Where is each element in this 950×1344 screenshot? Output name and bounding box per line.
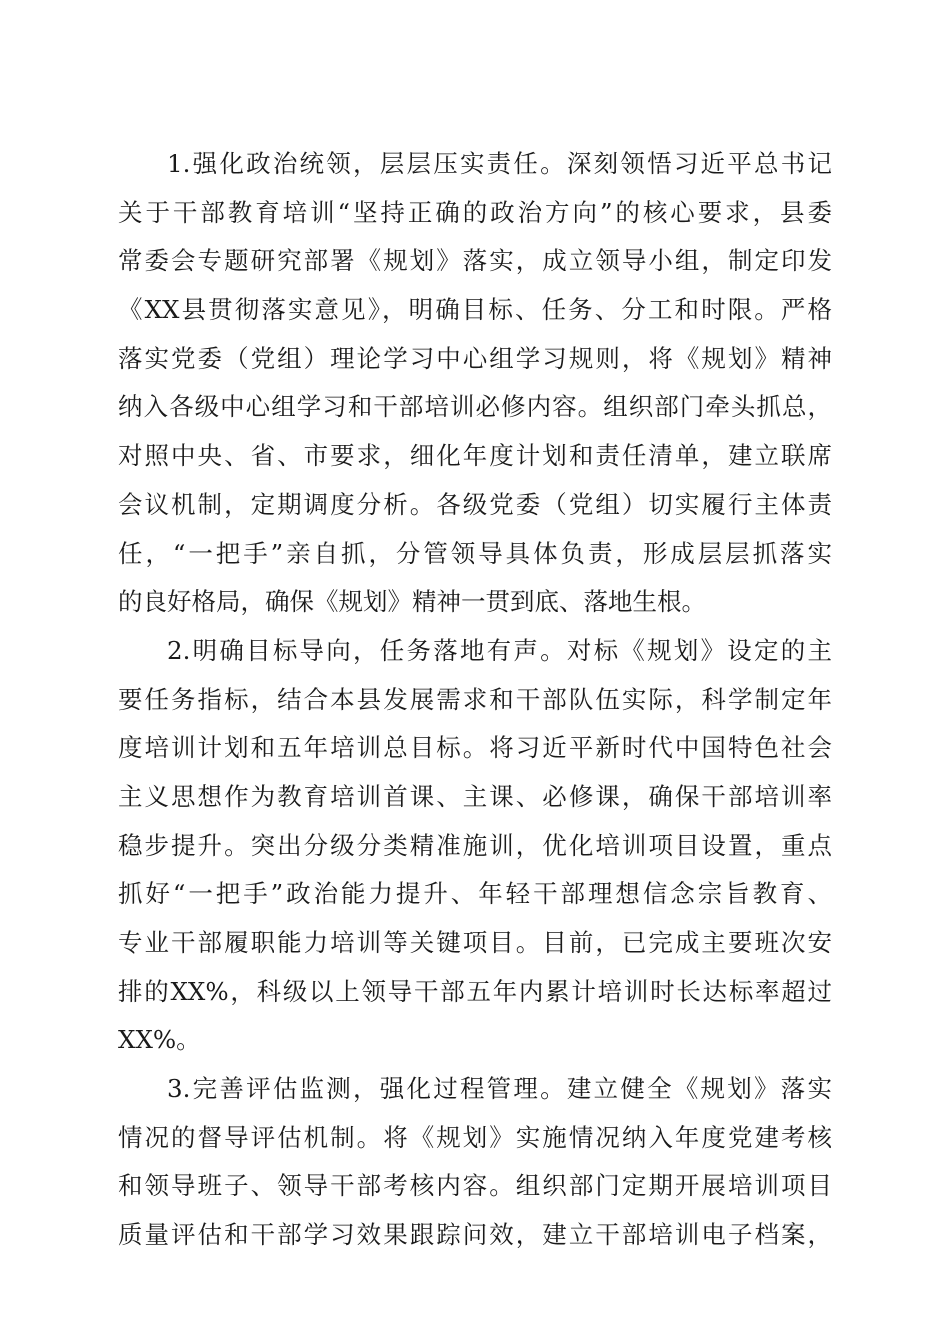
paragraph-1-line-1: 1.强化政治统领，层层压实责任。深刻领悟习近平总书记 [167, 149, 832, 178]
paragraph-3-line-3: 和领导班子、领导干部考核内容。组织部门定期开展培训项目 [118, 1171, 832, 1201]
paragraph-1-line-7: 对照中央、省、市要求，细化年度计划和责任清单，建立联席 [118, 441, 832, 471]
paragraph-3-line-4: 质量评估和干部学习效果跟踪问效，建立干部培训电子档案， [118, 1220, 832, 1250]
paragraph-3-line-2: 情况的督导评估机制。将《规划》实施情况纳入年度党建考核 [118, 1122, 832, 1152]
paragraph-1-line-8: 会议机制，定期调度分析。各级党委（党组）切实履行主体责 [118, 489, 832, 519]
paragraph-1-line-5: 落实党委（党组）理论学习中心组学习规则，将《规划》精神 [118, 343, 832, 373]
paragraph-2-line-8: 排的XX%，科级以上领导干部五年内累计培训时长达标率超过 [118, 976, 832, 1006]
paragraph-1-line-9: 任，“一把手”亲自抓，分管领导具体负责，形成层层抓落实 [118, 538, 832, 568]
paragraph-2-line-7: 专业干部履职能力培训等关键项目。目前，已完成主要班次安 [118, 928, 832, 957]
paragraph-2-line-2: 要任务指标，结合本县发展需求和干部队伍实际，科学制定年 [118, 684, 832, 714]
paragraph-1-line-10: 的良好格局，确保《规划》精神一贯到底、落地生根。 [118, 587, 706, 617]
paragraph-2-line-1: 2.明确目标导向，任务落地有声。对标《规划》设定的主 [167, 635, 832, 665]
paragraph-2-line-9: XX%。 [118, 1025, 201, 1055]
paragraph-3-line-1: 3.完善评估监测，强化过程管理。建立健全《规划》落实 [167, 1074, 832, 1104]
document-body [118, 140, 832, 1260]
paragraph-1-line-6: 纳入各级中心组学习和干部培训必修内容。组织部门牵头抓总， [118, 392, 832, 422]
paragraph-2-line-4: 主义思想作为教育培训首课、主课、必修课，确保干部培训率 [118, 781, 832, 811]
paragraph-2-line-5: 稳步提升。突出分级分类精准施训，优化培训项目设置，重点 [118, 830, 832, 860]
paragraph-1-line-3: 常委会专题研究部署《规划》落实，成立领导小组，制定印发 [118, 246, 832, 276]
paragraph-1-line-4: 《XX县贯彻落实意见》，明确目标、任务、分工和时限。严格 [118, 295, 832, 325]
paragraph-2-line-6: 抓好“一把手”政治能力提升、年轻干部理想信念宗旨教育、 [118, 879, 832, 909]
paragraph-2-line-3: 度培训计划和五年培训总目标。将习近平新时代中国特色社会 [118, 733, 832, 763]
paragraph-1-line-2: 关于干部教育培训“坚持正确的政治方向”的核心要求，县委 [118, 197, 832, 227]
